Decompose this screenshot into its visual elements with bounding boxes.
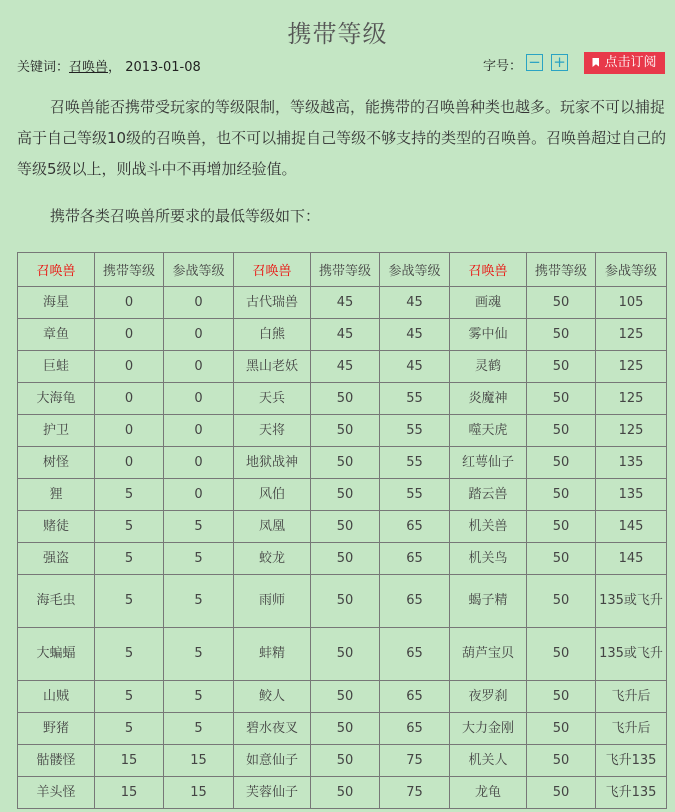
bookmark-icon (592, 58, 599, 67)
table-row (18, 479, 667, 511)
table-row (18, 383, 667, 415)
table-cell: 50 (311, 543, 380, 575)
table-cell: 65 (380, 543, 450, 575)
table-row (18, 351, 667, 383)
table-cell: 50 (311, 681, 380, 713)
table-cell: 画魂 (450, 287, 527, 319)
table-cell: 芙蓉仙子 (234, 777, 311, 809)
table-cell: 50 (527, 681, 596, 713)
table-cell: 如意仙子 (234, 745, 311, 777)
table-cell: 海毛虫 (18, 575, 95, 628)
table-cell: 骷髅怪 (18, 745, 95, 777)
header-summon-1: 召唤兽 (18, 253, 95, 287)
table-cell: 5 (95, 681, 164, 713)
table-cell: 65 (380, 575, 450, 628)
table-cell: 75 (380, 745, 450, 777)
table-cell: 50 (311, 383, 380, 415)
table-cell: 105 (596, 287, 667, 319)
table-cell: 红萼仙子 (450, 447, 527, 479)
table-cell: 50 (527, 543, 596, 575)
table-cell: 50 (527, 287, 596, 319)
table-cell: 树怪 (18, 447, 95, 479)
header-carry-2: 携带等级 (311, 253, 380, 287)
table-cell: 鲛人 (234, 681, 311, 713)
table-cell: 0 (95, 383, 164, 415)
table-cell: 125 (596, 383, 667, 415)
subscribe-label: 点击订阅 (604, 55, 657, 70)
table-cell: 50 (527, 479, 596, 511)
table-cell: 50 (311, 479, 380, 511)
table-cell: 55 (380, 415, 450, 447)
table-cell: 50 (311, 628, 380, 681)
table-row (18, 681, 667, 713)
table-cell: 65 (380, 628, 450, 681)
table-cell: 50 (311, 777, 380, 809)
table-row (18, 543, 667, 575)
table-cell: 50 (527, 415, 596, 447)
table-cell: 0 (164, 479, 234, 511)
font-increase-button[interactable]: + (551, 54, 568, 71)
subscribe-button[interactable] (584, 52, 665, 74)
table-cell: 风伯 (234, 479, 311, 511)
table-cell: 飞升135 (596, 745, 667, 777)
table-cell: 55 (380, 383, 450, 415)
table-cell: 雾中仙 (450, 319, 527, 351)
keywords-label: 关键词： (17, 60, 70, 75)
table-cell: 山贼 (18, 681, 95, 713)
keyword-link[interactable]: 召唤兽 (69, 60, 109, 75)
table-cell: 145 (596, 511, 667, 543)
table-cell: 5 (95, 628, 164, 681)
table-cell: 50 (527, 351, 596, 383)
table-cell: 125 (596, 415, 667, 447)
table-cell: 50 (527, 777, 596, 809)
table-cell: 50 (527, 319, 596, 351)
font-decrease-button[interactable]: − (526, 54, 543, 71)
table-cell: 0 (164, 287, 234, 319)
header-battle-3: 参战等级 (596, 253, 667, 287)
table-cell: 黑山老妖 (234, 351, 311, 383)
table-cell: 55 (380, 447, 450, 479)
header-summon-3: 召唤兽 (450, 253, 527, 287)
table-cell: 凤凰 (234, 511, 311, 543)
table-cell: 5 (164, 628, 234, 681)
header-carry-3: 携带等级 (527, 253, 596, 287)
table-cell: 5 (164, 575, 234, 628)
table-cell: 机关人 (450, 745, 527, 777)
table-cell: 碧水夜叉 (234, 713, 311, 745)
table-row (18, 575, 667, 628)
table-row (18, 777, 667, 809)
table-cell: 45 (380, 319, 450, 351)
table-row (18, 287, 667, 319)
font-size-label: 字号： (483, 59, 523, 74)
table-cell: 龙龟 (450, 777, 527, 809)
table-cell: 大海龟 (18, 383, 95, 415)
table-cell: 50 (311, 415, 380, 447)
table-cell: 炎魔神 (450, 383, 527, 415)
table-cell: 雨师 (234, 575, 311, 628)
table-cell: 135 (596, 479, 667, 511)
table-cell: 135 (596, 447, 667, 479)
table-cell: 飞升135 (596, 777, 667, 809)
table-cell: 50 (527, 511, 596, 543)
table-cell: 白熊 (234, 319, 311, 351)
table-cell: 125 (596, 319, 667, 351)
header-summon-2: 召唤兽 (234, 253, 311, 287)
table-cell: 0 (164, 383, 234, 415)
table-cell: 护卫 (18, 415, 95, 447)
table-cell: 50 (527, 745, 596, 777)
table-cell: 章鱼 (18, 319, 95, 351)
table-cell: 大蝙蝠 (18, 628, 95, 681)
table-cell: 5 (164, 543, 234, 575)
publish-date: 2013-01-08 (125, 60, 201, 75)
table-cell: 蝎子精 (450, 575, 527, 628)
table-cell: 5 (95, 511, 164, 543)
table-cell: 50 (311, 511, 380, 543)
table-cell: 145 (596, 543, 667, 575)
table-cell: 15 (164, 777, 234, 809)
table-cell: 5 (164, 713, 234, 745)
table-cell: 5 (95, 575, 164, 628)
table-cell: 125 (596, 351, 667, 383)
table-cell: 50 (311, 447, 380, 479)
table-cell: 强盗 (18, 543, 95, 575)
table-cell: 15 (164, 745, 234, 777)
table-cell: 天将 (234, 415, 311, 447)
table-cell: 15 (95, 745, 164, 777)
table-cell: 50 (527, 575, 596, 628)
article-meta (17, 56, 201, 75)
table-cell: 0 (164, 351, 234, 383)
table-cell: 灵鹤 (450, 351, 527, 383)
table-row (18, 745, 667, 777)
table-cell: 狸 (18, 479, 95, 511)
header-battle-2: 参战等级 (380, 253, 450, 287)
table-row (18, 319, 667, 351)
table-cell: 135或飞升 (596, 575, 667, 628)
table-cell: 大力金刚 (450, 713, 527, 745)
table-cell: 巨蛙 (18, 351, 95, 383)
table-cell: 0 (95, 287, 164, 319)
table-row (18, 447, 667, 479)
table-row (18, 628, 667, 681)
table-cell: 葫芦宝贝 (450, 628, 527, 681)
table-cell: 机关鸟 (450, 543, 527, 575)
table-cell: 0 (95, 319, 164, 351)
table-row (18, 415, 667, 447)
table-cell: 50 (527, 713, 596, 745)
table-cell: 机关兽 (450, 511, 527, 543)
table-cell: 5 (164, 511, 234, 543)
table-cell: 蛟龙 (234, 543, 311, 575)
table-cell: 0 (164, 415, 234, 447)
table-intro-paragraph: 携带各类召唤兽所要求的最低等级如下： (50, 207, 321, 225)
table-cell: 古代瑞兽 (234, 287, 311, 319)
table-cell: 赌徒 (18, 511, 95, 543)
table-cell: 5 (95, 479, 164, 511)
table-cell: 50 (311, 713, 380, 745)
table-cell: 65 (380, 681, 450, 713)
table-cell: 0 (164, 319, 234, 351)
table-cell: 135或飞升 (596, 628, 667, 681)
table-cell: 5 (95, 713, 164, 745)
table-cell: 50 (527, 447, 596, 479)
table-cell: 0 (164, 447, 234, 479)
table-cell: 5 (164, 681, 234, 713)
table-cell: 15 (95, 777, 164, 809)
table-cell: 45 (380, 351, 450, 383)
summon-level-table (17, 252, 667, 809)
intro-paragraph: 召唤兽能否携带受玩家的等级限制，等级越高，能携带的召唤兽种类也越多。玩家不可以捕捉高于自己等级10级的召唤兽，也不可以捕捉自己等级不够支持的类型的召唤兽。召唤兽超过自己的等级5级以上，则战斗中不再增加经验值。 (17, 98, 667, 178)
table-cell: 0 (95, 447, 164, 479)
table-row (18, 511, 667, 543)
table-cell: 65 (380, 713, 450, 745)
table-cell: 夜罗刹 (450, 681, 527, 713)
table-cell: 海星 (18, 287, 95, 319)
table-cell: 飞升后 (596, 681, 667, 713)
table-cell: 5 (95, 543, 164, 575)
table-cell: 天兵 (234, 383, 311, 415)
table-cell: 地狱战神 (234, 447, 311, 479)
table-cell: 75 (380, 777, 450, 809)
table-cell: 45 (311, 319, 380, 351)
table-cell: 蚌精 (234, 628, 311, 681)
table-cell: 0 (95, 351, 164, 383)
table-cell: 羊头怪 (18, 777, 95, 809)
table-cell: 踏云兽 (450, 479, 527, 511)
table-cell: 50 (527, 628, 596, 681)
table-cell: 50 (311, 575, 380, 628)
table-cell: 0 (95, 415, 164, 447)
table-cell: 65 (380, 511, 450, 543)
table-row (18, 713, 667, 745)
header-carry-1: 携带等级 (95, 253, 164, 287)
table-cell: 噬天虎 (450, 415, 527, 447)
table-cell: 50 (527, 383, 596, 415)
table-cell: 45 (380, 287, 450, 319)
header-battle-1: 参战等级 (164, 253, 234, 287)
table-header-row (18, 253, 667, 287)
keyword-separator: ， (108, 60, 122, 75)
table-cell: 飞升后 (596, 713, 667, 745)
table-cell: 50 (311, 745, 380, 777)
table-cell: 45 (311, 287, 380, 319)
table-cell: 45 (311, 351, 380, 383)
table-cell: 55 (380, 479, 450, 511)
table-cell: 野猪 (18, 713, 95, 745)
page-title: 携带等级 (287, 20, 388, 48)
table-body (18, 287, 667, 809)
